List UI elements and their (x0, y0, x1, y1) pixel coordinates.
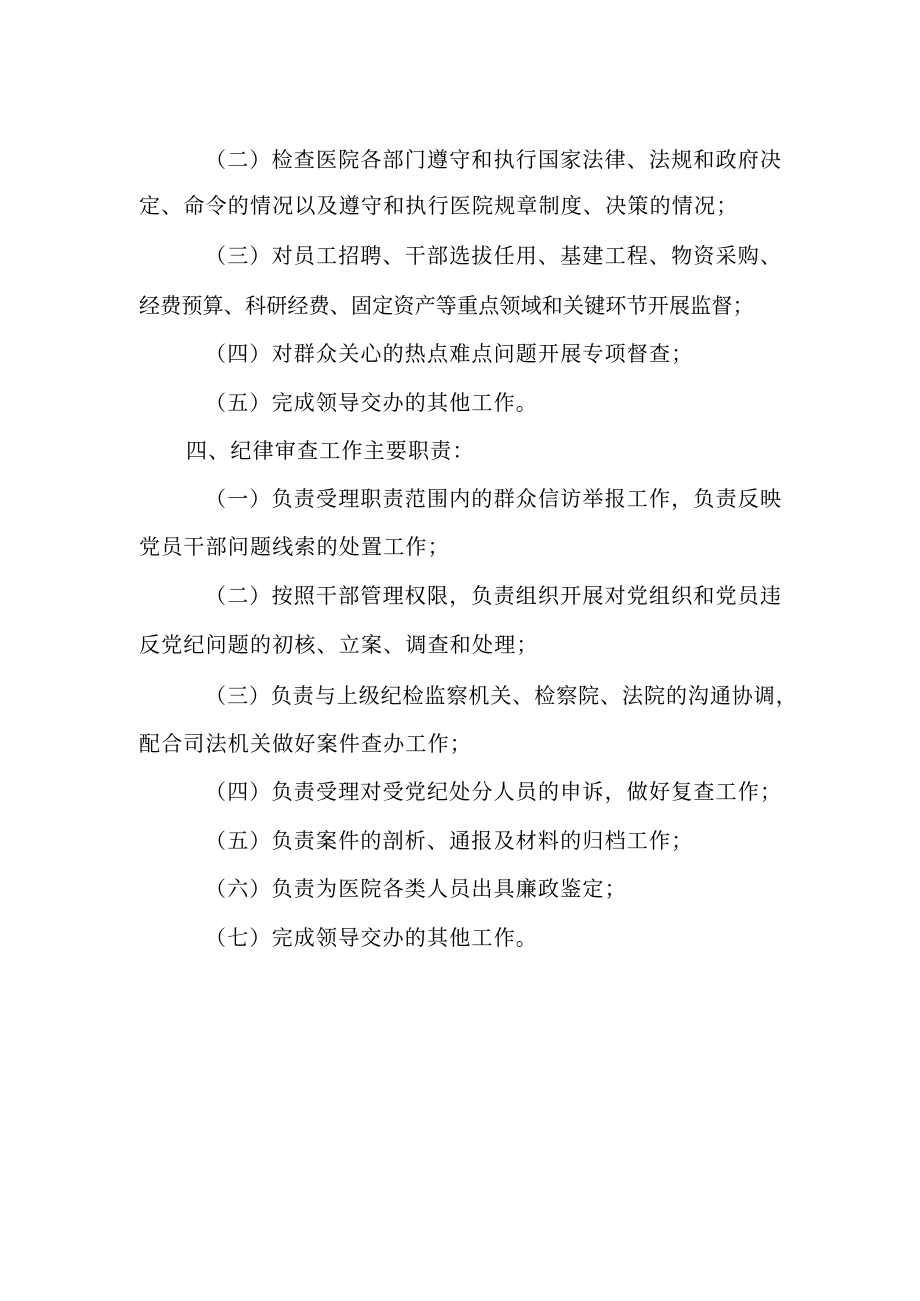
text-line: （一）负责受理职责范围内的群众信访举报工作，负责反映 (205, 487, 783, 511)
text-line: （七）完成领导交办的其他工作。 (205, 926, 538, 950)
text-line: 经费预算、科研经费、固定资产等重点领域和关键环节开展监督； (139, 294, 754, 318)
text-line: （二）按照干部管理权限，负责组织开展对党组织和党员违 (205, 584, 783, 608)
text-line: （五）完成领导交办的其他工作。 (205, 391, 538, 415)
text-line: （五）负责案件的剖析、通报及材料的归档工作； (205, 829, 694, 853)
text-line: （三）对员工招聘、干部选拔任用、基建工程、物资采购、 (205, 244, 783, 268)
text-line: （三）负责与上级纪检监察机关、检察院、法院的沟通协调， (205, 684, 798, 708)
text-line: 反党纪问题的初核、立案、调查和处理； (139, 633, 539, 657)
text-line: （四）负责受理对受党纪处分人员的申诉，做好复查工作； (205, 780, 783, 804)
text-line: 定、命令的情况以及遵守和执行医院规章制度、决策的情况； (139, 194, 739, 218)
text-line: （四）对群众关心的热点难点问题开展专项督查； (205, 342, 694, 366)
section-heading: 四、纪律审查工作主要职责： (186, 439, 475, 463)
text-line: 配合司法机关做好案件查办工作； (139, 732, 472, 756)
text-line: （六）负责为医院各类人员出具廉政鉴定； (205, 877, 627, 901)
text-line: 党员干部问题线索的处置工作； (139, 535, 450, 559)
text-line: （二）检查医院各部门遵守和执行国家法律、法规和政府决 (205, 148, 783, 172)
